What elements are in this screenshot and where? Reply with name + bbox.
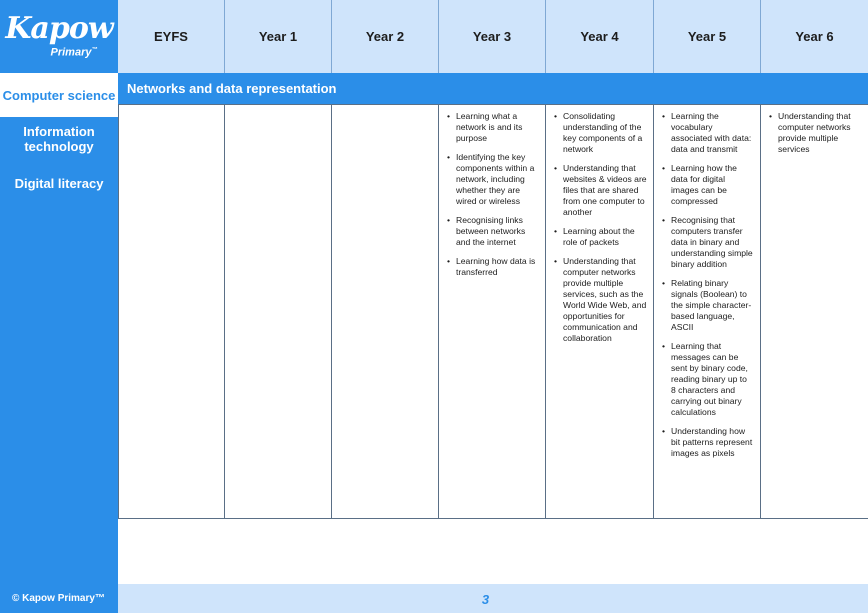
list-item: • Identifying the key components within a network, including whether they are wired or wireless [447, 152, 539, 207]
column-header-year-4: Year 4 [546, 0, 654, 73]
column-header-year-1: Year 1 [225, 0, 332, 73]
logo-trademark: ™ [91, 46, 98, 53]
cell-year-4 [546, 105, 654, 518]
year-header-row [118, 0, 868, 73]
list-item: • Consolidating understanding of the key components of a network [554, 111, 647, 155]
list-item: • Learning about the role of packets [554, 226, 647, 248]
list-item: • Relating binary signals (Boolean) to the simple character-based language, ASCII [662, 278, 754, 333]
bullet-list [554, 111, 647, 344]
sidebar-item-label: Information technology [23, 124, 95, 154]
list-item: • Learning what a network is and its purpose [447, 111, 539, 144]
list-item: • Understanding that websites & videos are files that are shared from one computer to another [554, 163, 647, 218]
list-item: • Recognising links between networks and the internet [447, 215, 539, 248]
sidebar-item-computer-science[interactable] [0, 73, 118, 117]
content-grid [118, 104, 868, 519]
sidebar-item-label: Computer science [2, 87, 116, 103]
list-item: • Learning how the data for digital images can be compressed [662, 163, 754, 207]
section-title-band: Networks and data representation [118, 73, 868, 104]
page-footer [118, 584, 868, 613]
sidebar [0, 0, 118, 613]
column-header-year-3: Year 3 [439, 0, 546, 73]
logo-subtitle-text: Primary [50, 46, 92, 59]
list-item: • Understanding that computer networks provide multiple services, such as the World Wide Web, and opportunities for communication and collaboration [554, 256, 647, 344]
cell-year-6 [761, 105, 868, 518]
copyright-text: © Kapow Primary™ [12, 593, 105, 604]
list-item: • Understanding that computer networks provide multiple services [769, 111, 862, 155]
cell-eyfs [118, 105, 225, 518]
bullet-list [662, 111, 754, 459]
column-header-year-5: Year 5 [654, 0, 761, 73]
kapow-primary-logo[interactable] [0, 0, 118, 72]
list-item: • Understanding how bit patterns represent images as pixels [662, 426, 754, 459]
sidebar-item-information-technology[interactable] [0, 124, 118, 154]
list-item: • Learning the vocabulary associated with data: data and transmit [662, 111, 754, 155]
sidebar-item-digital-literacy[interactable] [0, 176, 118, 191]
column-header-eyfs: EYFS [118, 0, 225, 73]
page-number: 3 [481, 592, 490, 607]
bullet-list [447, 111, 539, 278]
bullet-list [769, 111, 862, 155]
cell-year-5 [654, 105, 761, 518]
cell-year-2 [332, 105, 439, 518]
column-header-year-2: Year 2 [332, 0, 439, 73]
cell-year-1 [225, 105, 332, 518]
cell-year-3 [439, 105, 546, 518]
logo-subtitle [51, 44, 98, 59]
list-item: • Recognising that computers transfer data in binary and understanding simple binary addition [662, 215, 754, 270]
column-header-year-6: Year 6 [795, 29, 834, 44]
sidebar-item-label: Digital literacy [14, 176, 104, 191]
logo-wordmark: Kapow [5, 10, 113, 46]
list-item: • Learning how data is transferred [447, 256, 539, 278]
list-item: • Learning that messages can be sent by binary code, reading binary up to 8 characters and carrying out binary calculations [662, 341, 754, 418]
